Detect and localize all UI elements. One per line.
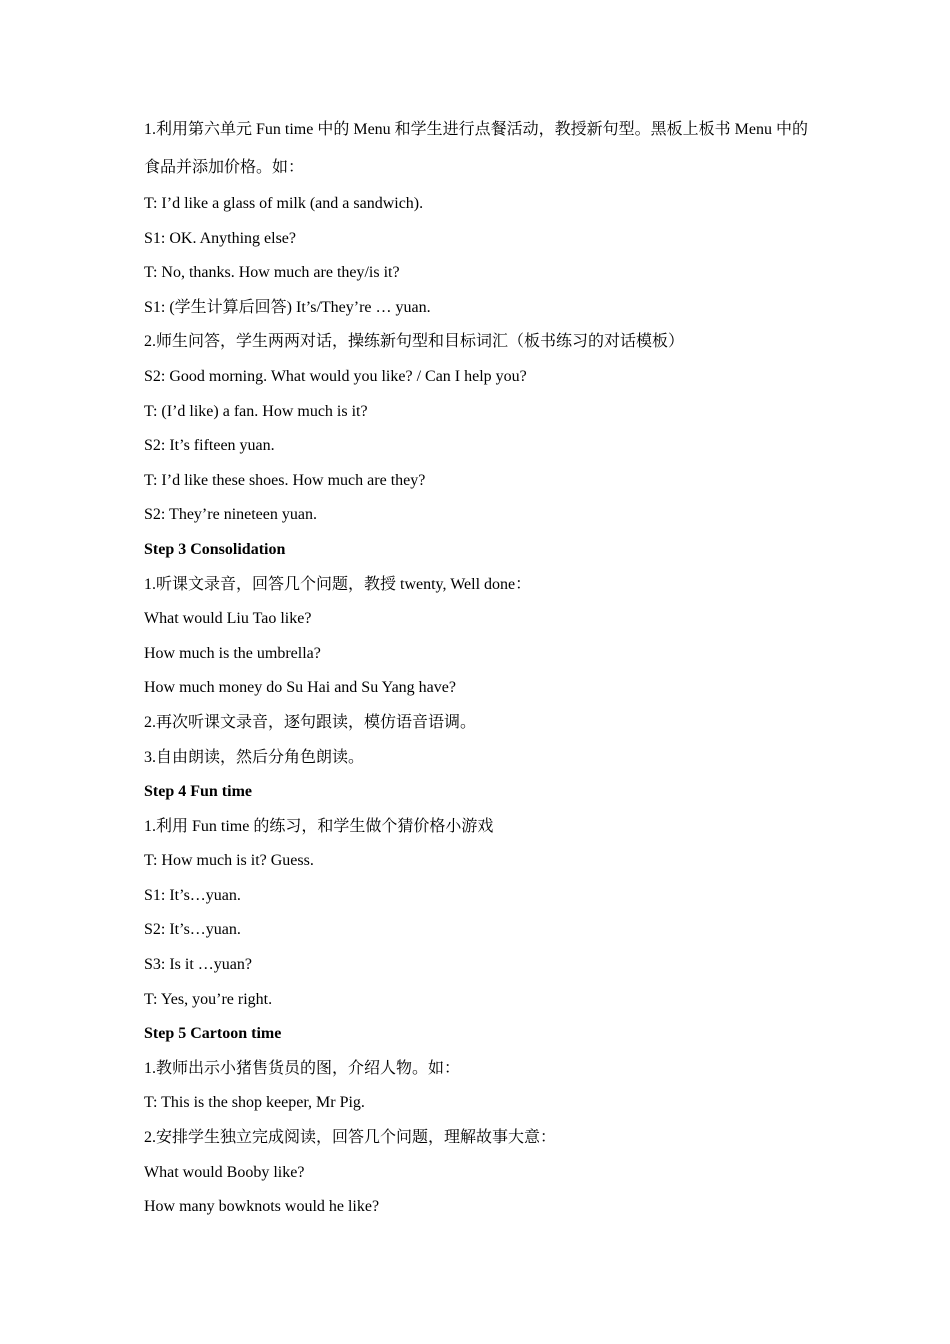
paragraph-step3-item1: 1.听课文录音，回答几个问题，教授 twenty, Well done： (144, 575, 532, 593)
question-line: How much money do Su Hai and Su Yang have? (144, 679, 456, 697)
dialogue-line: S1: It’s…yuan. (144, 886, 241, 904)
section-heading-step5: Step 5 Cartoon time (144, 1025, 282, 1043)
dialogue-line: T: This is the shop keeper, Mr Pig. (144, 1094, 365, 1112)
dialogue-line: T: I’d like a glass of milk (and a sandwich). (144, 195, 424, 212)
dialogue-line: S1: OK. Anything else? (144, 229, 296, 247)
dialogue-line: T: No, thanks. How much are they/is it? (144, 264, 400, 282)
question-line: How many bowknots would he like? (144, 1198, 380, 1216)
question-line: What would Booby like? (144, 1163, 305, 1181)
document-body (144, 111, 814, 1225)
paragraph-step3-item2: 2.再次听课文录音，逐句跟读，模仿语音语调。 (144, 713, 477, 731)
paragraph-step5-item1: 1.教师出示小猪售货员的图，介绍人物。如： (144, 1059, 461, 1077)
section-heading-step3: Step 3 Consolidation (144, 540, 286, 558)
paragraph-step5-item2: 2.安排学生独立完成阅读，回答几个问题，理解故事大意： (144, 1129, 557, 1147)
dialogue-line: S1: (学生计算后回答) It’s/They’re … yuan. (144, 298, 431, 316)
dialogue-line: S2: It’s fifteen yuan. (144, 437, 275, 455)
question-line: What would Liu Tao like? (144, 610, 312, 628)
dialogue-line: T: I’d like these shoes. How much are they? (144, 471, 426, 489)
dialogue-line: T: How much is it? Guess. (144, 852, 314, 870)
question-line: How much is the umbrella? (144, 644, 321, 662)
dialogue-line: S2: They’re nineteen yuan. (144, 506, 317, 524)
dialogue-line: T: Yes, you’re right. (144, 990, 273, 1008)
dialogue-line: T: (I’d like) a fan. How much is it? (144, 402, 368, 420)
paragraph-step3-item3: 3.自由朗读，然后分角色朗读。 (144, 748, 365, 766)
paragraph-step2-item1: 1.利用第六单元 Fun time 中的 Menu 和学生进行点餐活动，教授新句型。黑板上板书 Menu 中的食品并添加价格。如： (144, 121, 808, 176)
paragraph-step4-item1: 1.利用 Fun time 的练习，和学生做个猜价格小游戏 (144, 817, 494, 835)
dialogue-line: S2: Good morning. What would you like? / Can I help you? (144, 367, 527, 385)
dialogue-line: S2: It’s…yuan. (144, 921, 241, 939)
paragraph-step2-item2: 2.师生问答，学生两两对话，操练新句型和目标词汇（板书练习的对话模板） (144, 333, 685, 351)
dialogue-line: S3: Is it …yuan? (144, 956, 252, 974)
section-heading-step4: Step 4 Fun time (144, 783, 252, 801)
